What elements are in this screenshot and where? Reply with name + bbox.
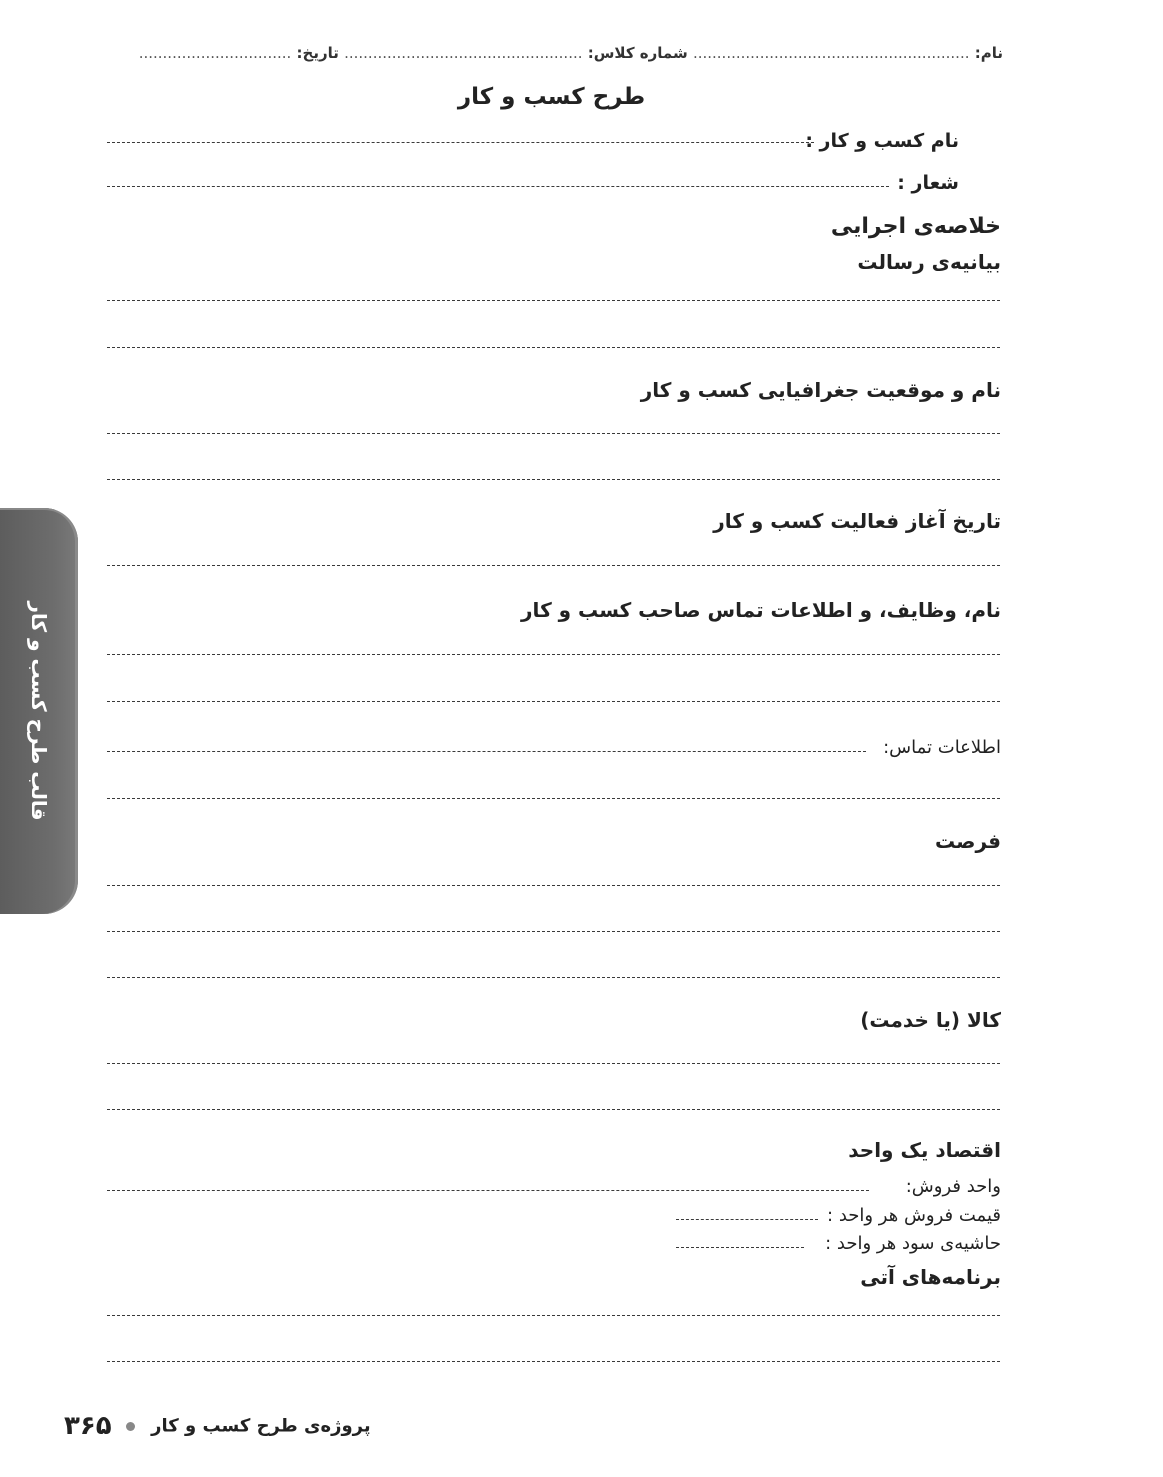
opportunity-heading: فرصت xyxy=(934,829,1001,853)
header-row xyxy=(139,44,1003,62)
page-title: طرح کسب و کار xyxy=(457,84,646,110)
contact-info-line[interactable] xyxy=(107,751,866,752)
slogan-label: شعار : xyxy=(897,172,959,194)
unit-margin-line[interactable] xyxy=(676,1247,804,1248)
start-date-heading: تاریخ آغاز فعالیت کسب و کار xyxy=(713,509,1001,533)
name-location-heading: نام و موقعیت جغرافیایی کسب و کار xyxy=(640,378,1001,402)
page-footer xyxy=(64,1411,371,1441)
contact-info-label: اطلاعات تماس: xyxy=(883,737,1001,758)
product-line-2[interactable] xyxy=(107,1109,1000,1110)
date-label: تاریخ: xyxy=(296,44,339,62)
future-plans-line-1[interactable] xyxy=(107,1315,1000,1316)
bullet-dot-icon xyxy=(126,1422,135,1431)
opportunity-line-2[interactable] xyxy=(107,931,1000,932)
opportunity-line-3[interactable] xyxy=(107,977,1000,978)
future-plans-line-2[interactable] xyxy=(107,1361,1000,1362)
mission-statement-heading: بیانیه‌ی رسالت xyxy=(857,250,1001,274)
unit-price-label: قیمت فروش هر واحد : xyxy=(827,1205,1001,1226)
book-title: پروژه‌ی طرح کسب و کار xyxy=(151,1415,371,1437)
location-line-1[interactable] xyxy=(107,433,1000,434)
sales-unit-label: واحد فروش: xyxy=(905,1176,1001,1197)
name-blank[interactable]: .......................................................... xyxy=(692,44,970,62)
mission-line-1[interactable] xyxy=(107,300,1000,301)
owner-info-heading: نام، وظایف، و اطلاعات تماس صاحب کسب و کار xyxy=(521,598,1001,622)
business-name-label: نام کسب و کار : xyxy=(805,130,959,152)
unit-price-line[interactable] xyxy=(676,1219,818,1220)
start-date-line[interactable] xyxy=(107,565,1000,566)
class-label: شماره کلاس: xyxy=(587,44,688,62)
location-line-2[interactable] xyxy=(107,479,1000,480)
owner-line-2[interactable] xyxy=(107,701,1000,702)
unit-margin-label: حاشیه‌ی سود هر واحد : xyxy=(825,1233,1001,1254)
owner-line-1[interactable] xyxy=(107,654,1000,655)
business-name-line[interactable] xyxy=(107,142,814,143)
sales-unit-line[interactable] xyxy=(107,1190,869,1191)
product-line-1[interactable] xyxy=(107,1063,1000,1064)
unit-economics-heading: اقتصاد یک واحد xyxy=(848,1138,1001,1162)
page-number: ۳۶۵ xyxy=(64,1411,112,1441)
side-tab-label: قالب طرح کسب و کار xyxy=(27,601,51,821)
date-blank[interactable]: ................................ xyxy=(138,44,292,62)
opportunity-line-1[interactable] xyxy=(107,885,1000,886)
class-blank[interactable]: .................................................. xyxy=(344,44,583,62)
future-plans-heading: برنامه‌های آتی xyxy=(860,1265,1001,1289)
product-heading: کالا (یا خدمت) xyxy=(860,1008,1001,1032)
name-label: نام: xyxy=(974,44,1003,62)
slogan-line[interactable] xyxy=(107,186,889,187)
executive-summary-heading: خلاصه‌ی اجرایی xyxy=(830,214,1001,239)
owner-line-3[interactable] xyxy=(107,798,1000,799)
mission-line-2[interactable] xyxy=(107,347,1000,348)
